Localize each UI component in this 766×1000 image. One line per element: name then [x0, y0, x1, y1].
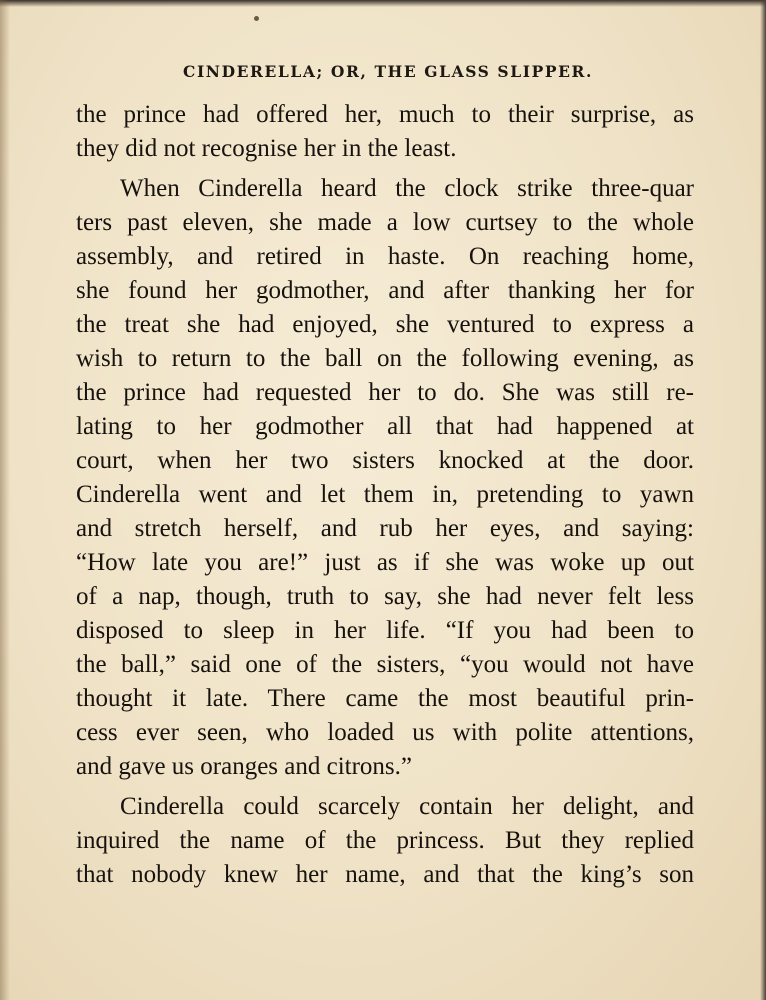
- text-line: ters past eleven, she made a low curtsey to the whole: [76, 209, 694, 236]
- text-line: the ball,” said one of the sisters, “you would not have: [76, 651, 694, 678]
- text-line: court, when her two sisters knocked at the door.: [76, 447, 694, 474]
- text-line: the prince had requested her to do. She was still re-: [76, 379, 694, 406]
- text-line: that nobody knew her name, and that the king’s son: [76, 861, 694, 888]
- text-line: she found her godmother, and after thanking her for: [76, 277, 694, 304]
- text-line: cess ever seen, who loaded us with polite attentions,: [76, 719, 694, 746]
- text-line: thought it late. There came the most beautiful prin-: [76, 685, 694, 712]
- running-head: CINDERELLA; OR, THE GLASS SLIPPER.: [183, 62, 593, 81]
- text-line: disposed to sleep in her life. “If you had been to: [76, 617, 694, 644]
- page-top-shadow: [0, 0, 766, 7]
- text-line: inquired the name of the princess. But they replied: [76, 827, 694, 854]
- text-line: Cinderella could scarcely contain her delight, and: [120, 793, 694, 820]
- text-line: the prince had offered her, much to their surprise, as: [76, 101, 694, 128]
- text-line: the treat she had enjoyed, she ventured to express a: [76, 311, 694, 338]
- text-line: Cinderella went and let them in, pretending to yawn: [76, 481, 694, 508]
- page-gutter-shadow: [0, 0, 10, 1000]
- text-line: they did not recognise her in the least.: [76, 135, 457, 162]
- text-line: When Cinderella heard the clock strike three-quar: [120, 175, 694, 202]
- page-right-edge: [760, 0, 766, 1000]
- paper-speck: [254, 16, 259, 21]
- text-line: assembly, and retired in haste. On reaching home,: [76, 243, 694, 270]
- text-line: and stretch herself, and rub her eyes, and saying:: [76, 515, 694, 542]
- text-line: “How late you are!” just as if she was woke up out: [76, 549, 694, 576]
- body-text: [76, 98, 694, 892]
- text-line: wish to return to the ball on the following evening, as: [76, 345, 694, 372]
- text-line: and gave us oranges and citrons.”: [76, 753, 412, 780]
- text-line: lating to her godmother all that had happened at: [76, 413, 694, 440]
- text-line: of a nap, though, truth to say, she had never felt less: [76, 583, 694, 610]
